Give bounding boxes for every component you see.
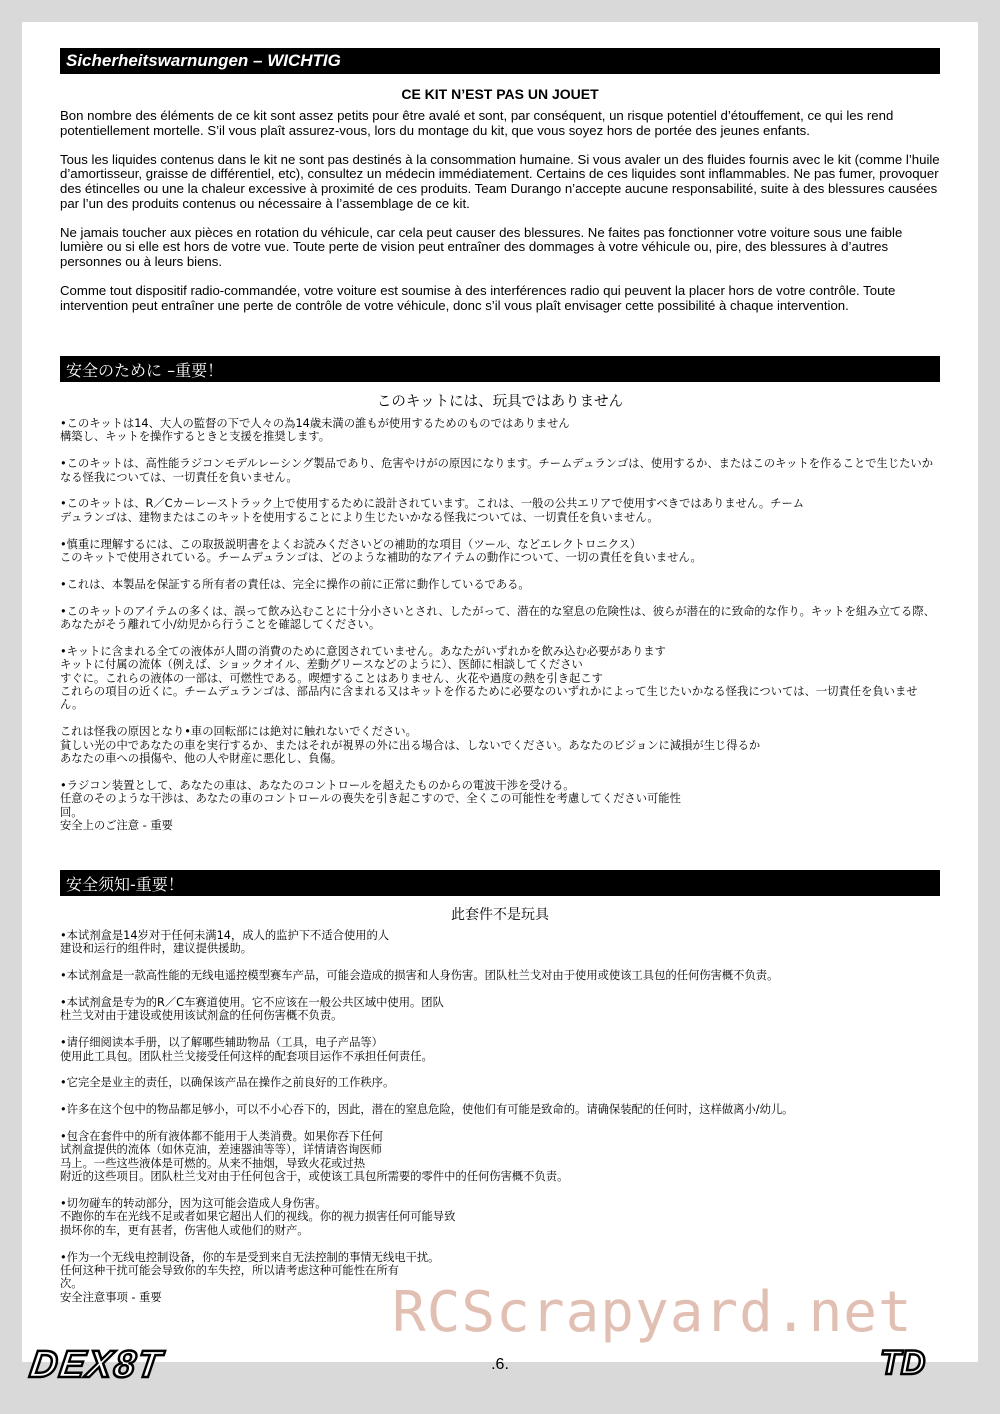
french-body <box>60 109 940 328</box>
chinese-title: 此套件不是玩具 <box>451 907 549 923</box>
chinese-section-header <box>60 870 940 896</box>
chinese-paragraph: •它完全是业主的责任，以确保该产品在操作之前良好的工作秩序。 <box>60 1076 395 1090</box>
japanese-paragraph: •このキットは14、大人の監督の下で人々の為14歳未満の誰もが使用するためのものではありません 構築し、キットを操作するときと支援を推奨します。 <box>60 417 570 444</box>
japanese-paragraph: •これは、本製品を保証する所有者の責任は、完全に操作の前に正常に動作しているである。 <box>60 577 530 591</box>
chinese-paragraph: •许多在这个包中的物品都足够小，可以不小心吞下的，因此，潜在的窒息危险，使他们有可能是致命的。请确保装配的任何时，这样做离小/幼儿。 <box>60 1103 794 1117</box>
japanese-paragraph: •慎重に理解するには、この取扱説明書をよくお読みくださいどの補助的な項目（ツール、などエレクトロニクス） このキットで使用されている。チームデュランゴは、どのような補助的なアイテムの動作について、一切の責任を負いません。 <box>60 537 702 565</box>
chinese-paragraph: •包含在套件中的所有液体都不能用于人类消费。如果你吞下任何 试剂盒提供的流体（如休克油，差速器油等等），详情请咨询医师 马上。一些这些液体是可燃的。从来不抽烟，导致火花或过热 附近的这些项目。团队杜兰戈对由于任何包含于，或使该工具包所需要的零件中的任何伤害概不负责。 <box>60 1130 569 1184</box>
japanese-section-header <box>60 356 940 382</box>
watermark: RCScrapyard.net <box>392 1280 913 1345</box>
french-paragraph: Ne jamais toucher aux pièces en rotation du véhicule, car cela peut causer des blessures. Ne faites pas fonctionner votre voiture sous une faible lumière ou si elle est hors de votre vue. Toute perte de vision peut entraîner des dommages à votre véhicule ou, pire, des blessures à d’autres personnes ou à leurs biens. <box>60 224 903 269</box>
chinese-paragraph: •本试剂盒是专为的R／C车赛道使用。它不应该在一般公共区域中使用。团队 杜兰戈对由于建设或使用该试剂盒的任何伤害概不负责。 <box>60 996 444 1023</box>
chinese-paragraph: •本试剂盒是一款高性能的无线电遥控模型赛车产品，可能会造成的损害和人身伤害。团队杜兰戈对由于使用或使该工具包的任何伤害概不负责。 <box>60 969 779 983</box>
japanese-paragraph: •このキットは、R／Cカーレーストラック上で使用するために設計されています。これは、一般の公共エリアで使用すべきではありません。チーム デュランゴは、建物またはこのキットを使用することにより生じたいかなる怪我については、一切責任を負いません。 <box>60 497 805 524</box>
japanese-paragraph: これは怪我の原因となり•車の回転部には絶対に触れないでください。 貧しい光の中であなたの車を実行するか、またはそれが視界の外に出る場合は、しないでください。あなたのビジョンに減損が生じ得るか あなたの車への損傷や、他の人や財産に悪化し、負傷。 <box>60 725 761 766</box>
team-durango-logo: TD <box>880 1344 926 1382</box>
chinese-body <box>60 929 940 1318</box>
japanese-body <box>60 417 940 846</box>
japanese-paragraph: •ラジコン装置として、あなたの車は、あなたのコントロールを超えたものからの電波干渉を受ける。 任意のそのような干渉は、あなたの車のコントロールの喪失を引き起こすので、全くこの可能性を考慮してください可能性 回。 安全上のご注意 - 重要 <box>60 778 681 833</box>
french-paragraph: Bon nombre des éléments de ce kit sont assez petits pour être avalé et sont, par conséquent, un risque potentiel d’étouffement, ce qui les rend potentiellement mortelle. S’il vous plaît assurez-vous, lors du montage du kit, que vous soyez hors de portée des jeunes enfants. <box>60 108 894 138</box>
dex8t-logo: DEX8T <box>27 1344 166 1386</box>
french-paragraph: Tous les liquides contenus dans le kit ne sont pas destinés à la consommation humaine. Si vous avaler un des fluides fournis avec le kit (comme l’huile d’amortisseur, graisse de différentiel, etc), consultez un médecin immédiatement. Certains de ces liquides sont inflammables. Ne pas fumer, provoquer des étincelles ou une la chaleur excessive à proximité de ces produits. Team Durango n’accepte aucune responsabilité, suite à des blessures causées par l’un des produits contenus ou nécessaire à l’assemblage de ce kit. <box>60 151 940 211</box>
german-header-text: Sicherheitswarnungen – WICHTIG <box>66 51 341 70</box>
chinese-paragraph: •本试剂盒是14岁对于任何未满14，成人的监护下不适合使用的人 建设和运行的组件时，建议提供援助。 <box>60 929 390 956</box>
japanese-paragraph: •キットに含まれる全ての液体が人間の消費のために意図されていません。あなたがいずれかを飲み込む必要があります キットに付属の流体（例えば、ショックオイル、差動グリースなどのように）、医師に相談してください すぐに。これらの液体の一部は、可燃性である。喫煙することはありません、火花や過度の熱を引き起こす これらの項目の近くに。チームデュランゴは、部品内に含まれる又はキットを作るために必要なのいずれかによって生じたいかなる怪我については、一切責任を負いません。 <box>60 644 918 712</box>
japanese-paragraph: •このキットのアイテムの多くは、誤って飲み込むことに十分小さいとされ、したがって、潜在的な窒息の危険性は、彼らが潜在的に致命的な作り。キットを組み立てる際、あなたがそう離れて小/幼児から行うことを確認してください。 <box>60 604 935 632</box>
chinese-header-text: 安全须知-重要！ <box>66 874 184 894</box>
japanese-title: このキットには、玩具ではありません <box>376 394 624 410</box>
chinese-paragraph: •作为一个无线电控制设备，你的车是受到来自无法控制的事情无线电干扰。 任何这种干扰可能会导致你的车失控，所以请考虑这种可能性在所有 次。 安全注意事项 - 重要 <box>60 1250 440 1304</box>
french-paragraph: Comme tout dispositif radio-commandée, votre voiture est soumise à des interférences radio qui peuvent la placer hors de votre contrôle. Toute intervention peut entraîner une perte de contrôle de votre véhicule, donc s’il vous plaît envisager cette possibilité à chaque intervention. <box>60 283 896 313</box>
chinese-paragraph: •切勿碰车的转动部分，因为这可能会造成人身伤害。 不跑你的车在光线不足或者如果它超出人们的视线。你的视力损害任何可能导致 损坏你的车，更有甚者，伤害他人或他们的财产。 <box>60 1197 456 1237</box>
german-section-header <box>60 48 940 74</box>
french-title: CE KIT N’EST PAS UN JOUET <box>401 86 599 102</box>
japanese-paragraph: •このキットは、高性能ラジコンモデルレーシング製品であり、危害やけがの原因になります。チームデュランゴは、使用するか、またはこのキットを作ることで生じたいかなる怪我については、一切責任を負いません。 <box>60 457 934 484</box>
chinese-paragraph: •请仔细阅读本手册，以了解哪些辅助物品（工具，电子产品等） 使用此工具包。团队杜兰戈接受任何这样的配套项目运作不承担任何责任。 <box>60 1036 433 1063</box>
japanese-header-text: 安全のために –重要！ <box>66 360 224 380</box>
page-number: .6. <box>491 1356 509 1373</box>
